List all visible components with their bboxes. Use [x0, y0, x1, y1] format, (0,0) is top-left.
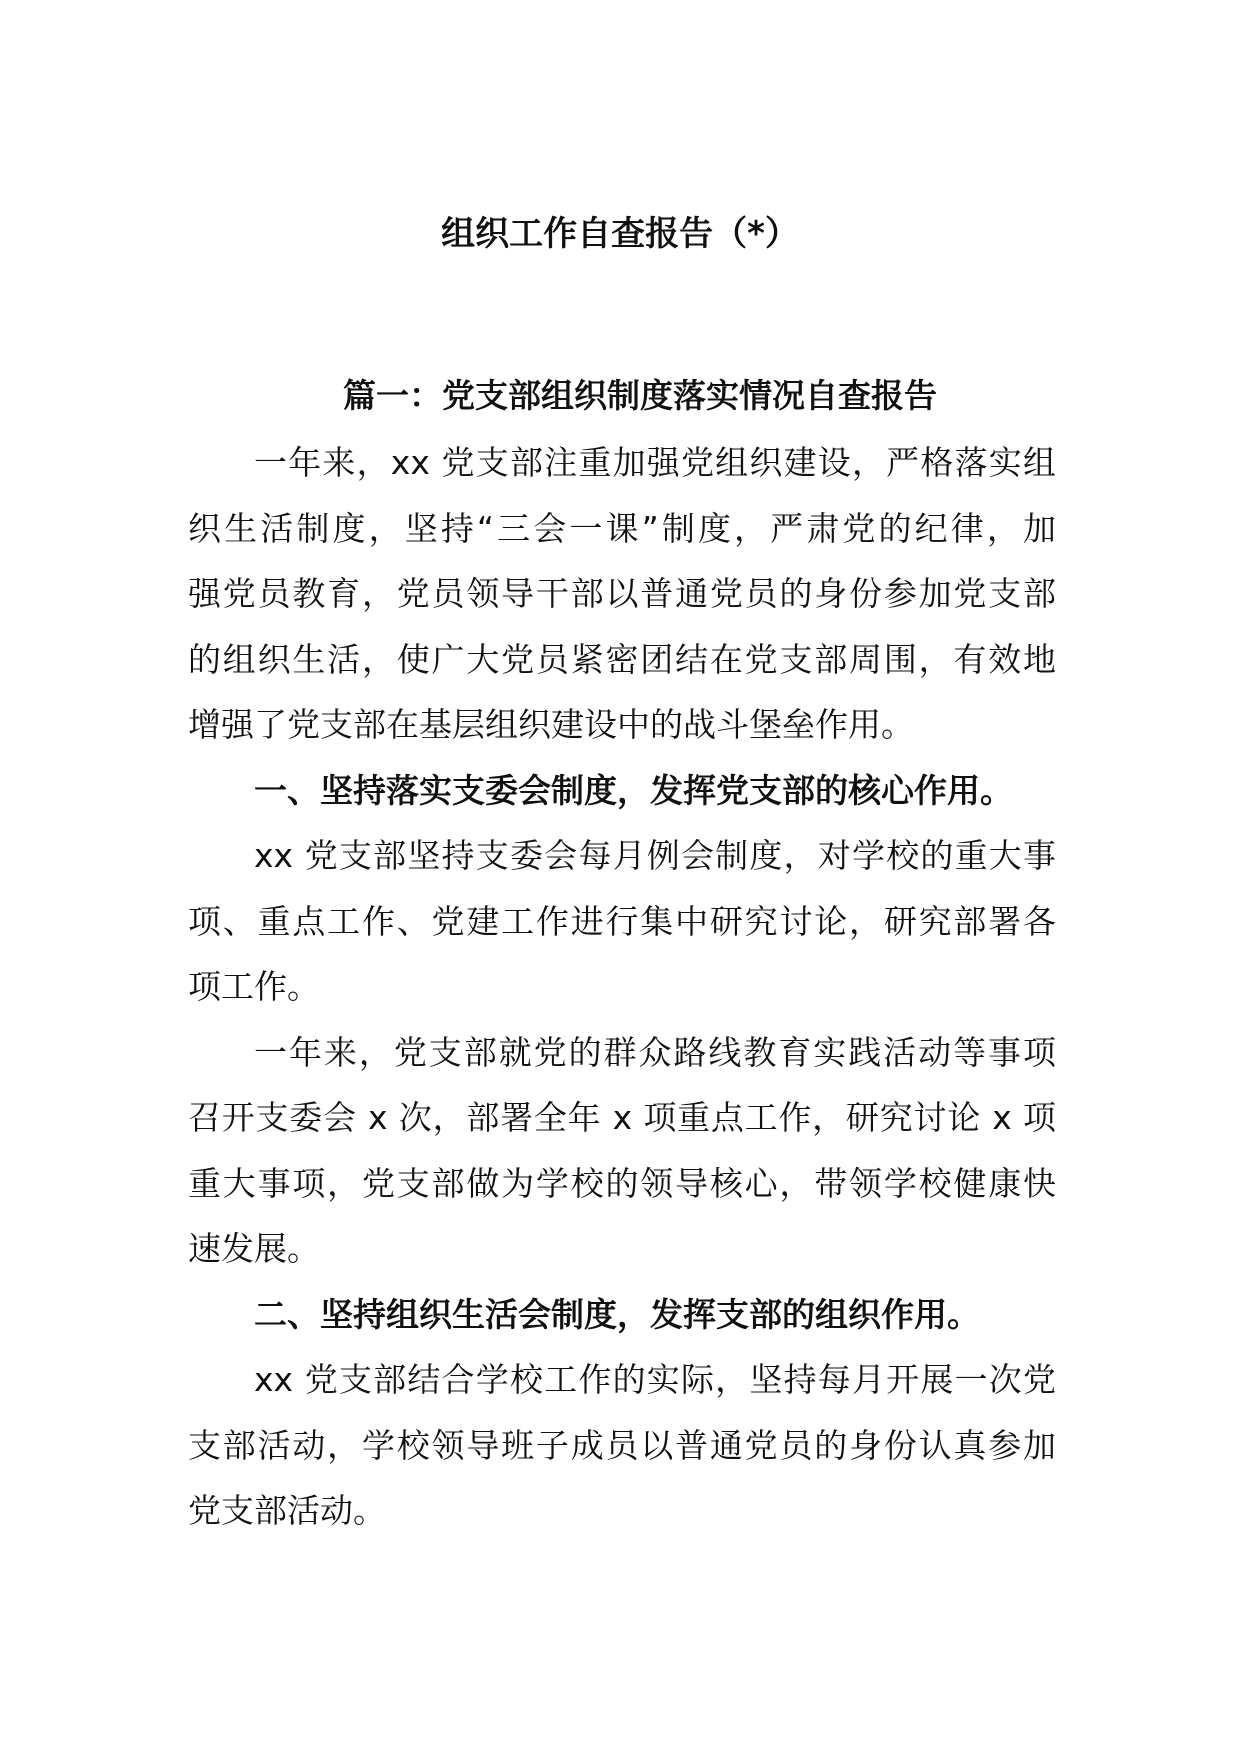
- text-line: xx 党支部坚持支委会每月例会制度，对学校的重大事: [254, 836, 1056, 875]
- text-line: 速发展。: [188, 1229, 320, 1268]
- text-line: 强党员教育，党员领导干部以普通党员的身份参加党支部: [188, 574, 1056, 613]
- text-line: 织生活制度，坚持“三会一课”制度，严肃党的纪律，加: [188, 508, 1056, 548]
- text-line: 项、重点工作、党建工作进行集中研究讨论，研究部署各: [188, 901, 1056, 941]
- text-line: 二、坚持组织生活会制度，发挥支部的组织作用。: [254, 1294, 980, 1334]
- paragraph: [188, 1020, 1056, 1282]
- text-line: 一年来，xx 党支部注重加强党组织建设，严格落实组: [254, 443, 1056, 482]
- text-line: 一年来，党支部就党的群众路线教育实践活动等事项: [254, 1032, 1056, 1072]
- text-line: 召开支委会 x 次，部署全年 x 项重点工作，研究讨论 x 项: [188, 1098, 1056, 1137]
- text-line: 党支部活动。: [188, 1491, 386, 1530]
- text-line: 项工作。: [188, 967, 320, 1006]
- text-line: 的组织生活，使广大党员紧密团结在党支部周围，有效地: [188, 639, 1056, 679]
- paragraph: [188, 1347, 1056, 1544]
- paragraph: [188, 430, 1056, 758]
- paragraph: [188, 823, 1056, 1020]
- text-line: 重大事项，党支部做为学校的领导核心，带领学校健康快: [188, 1163, 1056, 1203]
- part-heading: 篇一：党支部组织制度落实情况自查报告: [343, 376, 937, 415]
- document-title: 组织工作自查报告（*）: [441, 214, 799, 254]
- section-heading: [188, 1282, 1056, 1348]
- section-heading: [188, 758, 1056, 824]
- text-line: 增强了党支部在基层组织建设中的战斗堡垒作用。: [188, 705, 914, 744]
- text-line: xx 党支部结合学校工作的实际，坚持每月开展一次党: [254, 1360, 1056, 1399]
- text-line: 一、坚持落实支委会制度，发挥党支部的核心作用。: [254, 770, 1013, 810]
- text-line: 支部活动，学校领导班子成员以普通党员的身份认真参加: [188, 1425, 1056, 1465]
- document-body: [188, 430, 1056, 1544]
